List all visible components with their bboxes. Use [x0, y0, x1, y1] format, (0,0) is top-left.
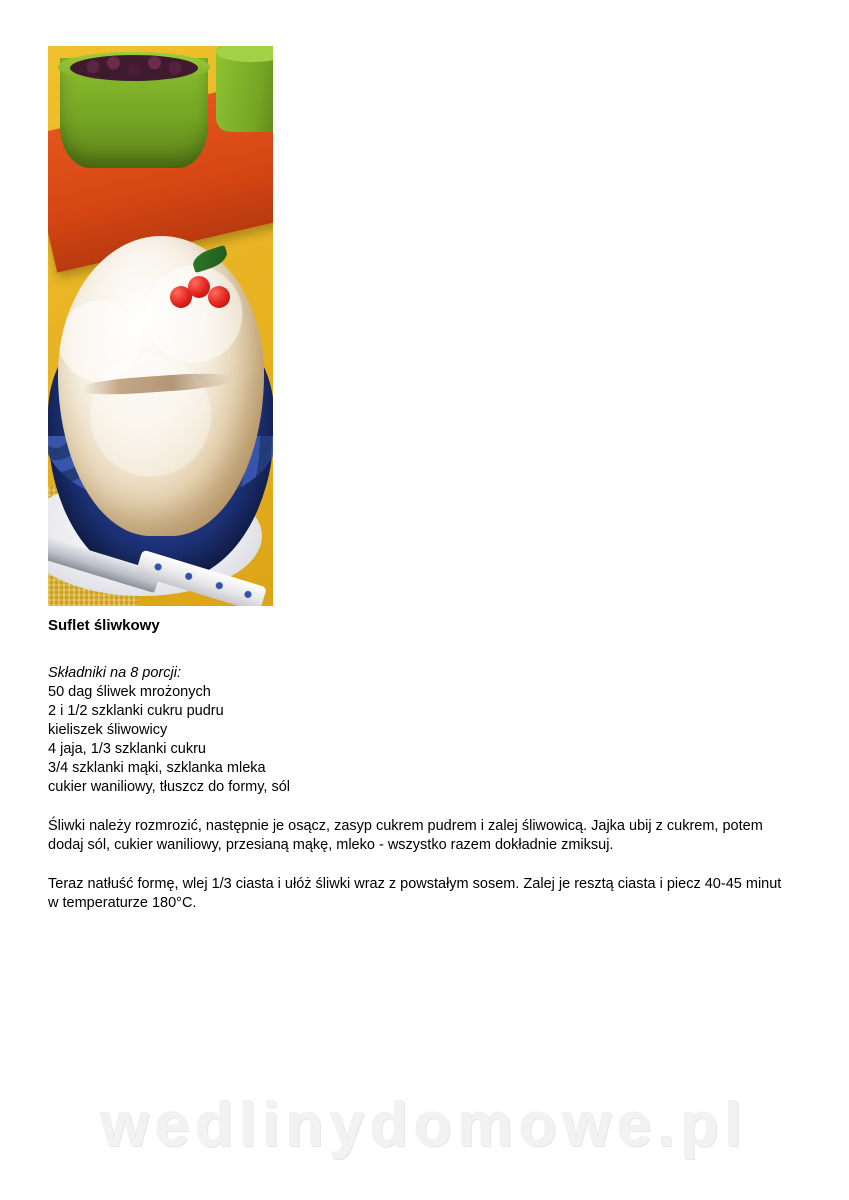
ingredients-heading: Składniki na 8 porcji: [48, 665, 181, 681]
plums-in-bowl [70, 55, 198, 81]
cherry-garnish [170, 264, 230, 314]
cherry [188, 276, 210, 298]
recipe-content [48, 46, 808, 928]
ingredient-line: 2 i 1/2 szklanki cukru pudru [48, 703, 224, 719]
watermark: wedlinydomowe.pl [100, 1091, 749, 1160]
ingredients-list [48, 664, 808, 797]
ingredient-line: cukier waniliowy, tłuszcz do formy, sól [48, 779, 291, 795]
ingredient-line: 50 dag śliwek mrożonych [48, 684, 211, 700]
ingredient-line: 4 jaja, 1/3 szklanki cukru [48, 741, 206, 757]
recipe-photo [48, 46, 273, 606]
ingredient-line: 3/4 szklanki mąki, szklanka mleka [48, 760, 266, 776]
recipe-title: Suflet śliwkowy [48, 617, 160, 634]
ingredient-line: kieliszek śliwowicy [48, 722, 168, 738]
cherry [208, 286, 230, 308]
preparation-step: Teraz natłuść formę, wlej 1/3 ciasta i ułóż śliwki wraz z powstałym sosem. Zalej je resztą ciasta i piecz 40-45 minut w temperaturze 180°C. [48, 876, 782, 911]
preparation-step: Śliwki należy rozmrozić, następnie je osącz, zasyp cukrem pudrem i zalej śliwowicą. Jajka ubij z cukrem, potem dodaj sól, cukier waniliowy, przesianą mąkę, mleko - wszystko razem dokładnie zmiksuj. [48, 818, 763, 853]
